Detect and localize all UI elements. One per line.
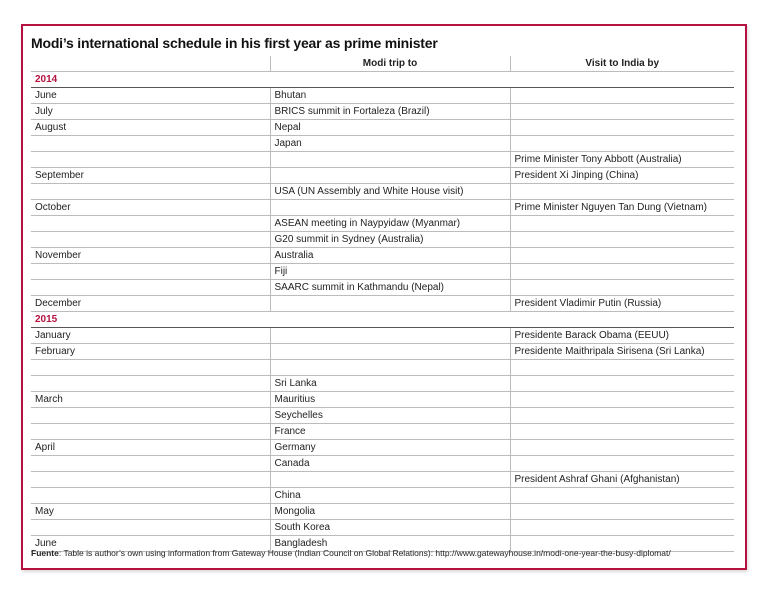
month-cell: September — [31, 168, 270, 184]
trip-cell: Germany — [270, 440, 510, 456]
trip-cell: Canada — [270, 456, 510, 472]
month-cell: December — [31, 296, 270, 312]
month-cell: May — [31, 504, 270, 520]
month-cell — [31, 424, 270, 440]
trip-cell — [270, 296, 510, 312]
trip-cell — [270, 168, 510, 184]
trip-cell: Sri Lanka — [270, 376, 510, 392]
visit-cell: Prime Minister Tony Abbott (Australia) — [510, 152, 734, 168]
table-row — [31, 184, 734, 200]
trip-cell: Mongolia — [270, 504, 510, 520]
visit-cell: President Xi Jinping (China) — [510, 168, 734, 184]
visit-cell: President Vladimir Putin (Russia) — [510, 296, 734, 312]
table-row — [31, 216, 734, 232]
month-cell — [31, 488, 270, 504]
month-cell: June — [31, 88, 270, 104]
trip-cell — [270, 200, 510, 216]
table-row — [31, 280, 734, 296]
month-cell — [31, 184, 270, 200]
year-row — [31, 72, 734, 88]
visit-cell: Presidente Barack Obama (EEUU) — [510, 328, 734, 344]
table-row — [31, 488, 734, 504]
trip-cell: USA (UN Assembly and White House visit) — [270, 184, 510, 200]
visit-cell — [510, 376, 734, 392]
trip-cell: Fiji — [270, 264, 510, 280]
month-cell — [31, 520, 270, 536]
source-label: Fuente — [31, 548, 59, 558]
visit-cell — [510, 392, 734, 408]
year-row — [31, 312, 734, 328]
table-row — [31, 248, 734, 264]
visit-cell — [510, 216, 734, 232]
month-cell — [31, 232, 270, 248]
trip-cell: Australia — [270, 248, 510, 264]
month-cell: August — [31, 120, 270, 136]
visit-cell: Prime Minister Nguyen Tan Dung (Vietnam) — [510, 200, 734, 216]
month-cell — [31, 216, 270, 232]
month-cell: April — [31, 440, 270, 456]
source-text: : Table is author’s own using information from Gateway House (Indian Council on Global Relations): http://www.gatewayhouse.in/modi-one-year-the-busy-diplomat/ — [58, 548, 671, 558]
trip-cell: Bangladesh — [270, 536, 510, 552]
visit-cell — [510, 440, 734, 456]
visit-cell — [510, 360, 734, 376]
visit-cell — [510, 88, 734, 104]
trip-cell: China — [270, 488, 510, 504]
visit-cell — [510, 136, 734, 152]
visit-cell — [510, 104, 734, 120]
schedule-body — [31, 72, 734, 552]
visit-cell — [510, 248, 734, 264]
trip-cell: Seychelles — [270, 408, 510, 424]
visit-cell: Presidente Maithripala Sirisena (Sri Lanka) — [510, 344, 734, 360]
trip-cell: ASEAN meeting in Naypyidaw (Myanmar) — [270, 216, 510, 232]
visit-cell — [510, 488, 734, 504]
table-row — [31, 88, 734, 104]
trip-cell: G20 summit in Sydney (Australia) — [270, 232, 510, 248]
visit-cell — [510, 232, 734, 248]
table-title: Modi’s international schedule in his first year as prime minister — [31, 35, 438, 51]
trip-cell: Japan — [270, 136, 510, 152]
trip-cell — [270, 328, 510, 344]
year-label: 2014 — [31, 72, 734, 88]
visit-cell: President Ashraf Ghani (Afghanistan) — [510, 472, 734, 488]
month-cell — [31, 264, 270, 280]
visit-cell — [510, 520, 734, 536]
trip-cell: France — [270, 424, 510, 440]
trip-cell: Bhutan — [270, 88, 510, 104]
month-cell: June — [31, 536, 270, 552]
table-row — [31, 264, 734, 280]
table-row — [31, 520, 734, 536]
month-cell — [31, 456, 270, 472]
visit-cell — [510, 456, 734, 472]
trip-cell: SAARC summit in Kathmandu (Nepal) — [270, 280, 510, 296]
trip-cell — [270, 360, 510, 376]
table-row — [31, 440, 734, 456]
table-row — [31, 120, 734, 136]
trip-cell: South Korea — [270, 520, 510, 536]
trip-cell — [270, 472, 510, 488]
table-row — [31, 200, 734, 216]
trip-cell — [270, 152, 510, 168]
month-cell: October — [31, 200, 270, 216]
header-row — [31, 56, 734, 72]
month-cell: March — [31, 392, 270, 408]
table-row — [31, 424, 734, 440]
table-row — [31, 472, 734, 488]
visit-cell — [510, 120, 734, 136]
trip-cell: Nepal — [270, 120, 510, 136]
header-trip: Modi trip to — [270, 56, 510, 72]
table-row — [31, 408, 734, 424]
month-cell — [31, 280, 270, 296]
trip-cell: Mauritius — [270, 392, 510, 408]
visit-cell — [510, 424, 734, 440]
trip-cell — [270, 344, 510, 360]
table-row — [31, 504, 734, 520]
month-cell: February — [31, 344, 270, 360]
table-row — [31, 232, 734, 248]
month-cell — [31, 360, 270, 376]
month-cell — [31, 152, 270, 168]
month-cell — [31, 472, 270, 488]
source-note — [31, 548, 736, 559]
table-row — [31, 360, 734, 376]
schedule-table — [31, 56, 734, 552]
table-row — [31, 136, 734, 152]
visit-cell — [510, 264, 734, 280]
table-row — [31, 344, 734, 360]
visit-cell — [510, 408, 734, 424]
year-label: 2015 — [31, 312, 734, 328]
month-cell — [31, 376, 270, 392]
header-month — [31, 56, 270, 72]
month-cell: January — [31, 328, 270, 344]
table-row — [31, 104, 734, 120]
table-row — [31, 296, 734, 312]
table-row — [31, 168, 734, 184]
month-cell: July — [31, 104, 270, 120]
table-row — [31, 456, 734, 472]
table-row — [31, 392, 734, 408]
visit-cell — [510, 504, 734, 520]
month-cell — [31, 408, 270, 424]
table-row — [31, 328, 734, 344]
table-row — [31, 376, 734, 392]
month-cell: November — [31, 248, 270, 264]
table-row — [31, 152, 734, 168]
visit-cell — [510, 280, 734, 296]
month-cell — [31, 136, 270, 152]
visit-cell — [510, 184, 734, 200]
header-visit: Visit to India by — [510, 56, 734, 72]
trip-cell: BRICS summit in Fortaleza (Brazil) — [270, 104, 510, 120]
